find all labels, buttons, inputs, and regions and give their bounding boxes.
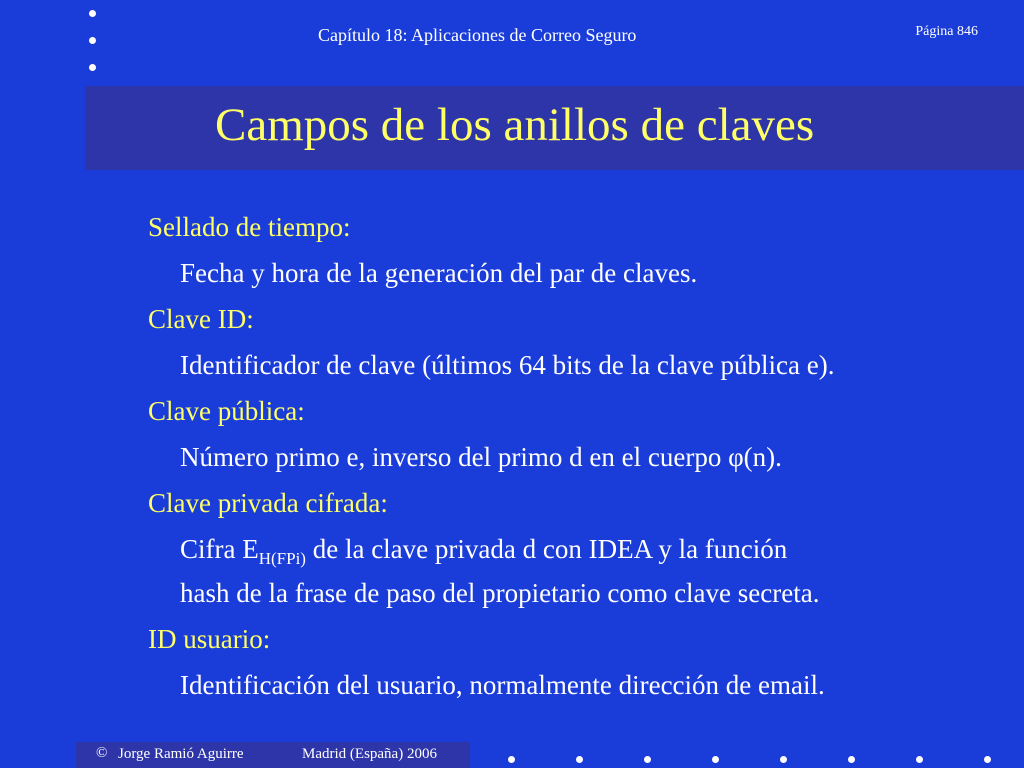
dot xyxy=(984,756,991,763)
item-label-user-id: ID usuario: xyxy=(148,624,271,654)
slide-title: Campos de los anillos de claves xyxy=(215,99,815,151)
bottom-dots-decoration xyxy=(508,756,1024,763)
content-list xyxy=(148,210,978,702)
item-label-timestamp: Sellado de tiempo: xyxy=(148,212,351,242)
dot xyxy=(576,756,583,763)
footer-author: Jorge Ramió Aguirre xyxy=(118,746,244,762)
item-desc-key-id: Identificador de clave (últimos 64 bits de la clave pública e). xyxy=(180,350,835,380)
item-desc-timestamp: Fecha y hora de la generación del par de claves. xyxy=(180,258,698,288)
dot xyxy=(916,756,923,763)
item-label-public-key: Clave pública: xyxy=(148,396,305,426)
dot xyxy=(89,37,96,44)
desc-prefix: Cifra E xyxy=(180,534,259,564)
item-label-key-id: Clave ID: xyxy=(148,304,254,334)
footer-place: Madrid (España) 2006 xyxy=(302,746,437,762)
dot xyxy=(644,756,651,763)
item-desc-private-key-line2: hash de la frase de paso del propietario como clave secreta. xyxy=(180,578,820,608)
dot xyxy=(848,756,855,763)
item-label-private-key: Clave privada cifrada: xyxy=(148,488,388,518)
page-number: Página 846 xyxy=(915,24,978,39)
dot xyxy=(780,756,787,763)
item-desc-user-id: Identificación del usuario, normalmente dirección de email. xyxy=(180,670,825,700)
dot xyxy=(89,10,96,17)
copyright-symbol: © xyxy=(96,745,108,761)
dot xyxy=(89,64,96,71)
top-dots-decoration xyxy=(89,10,96,91)
item-desc-public-key: Número primo e, inverso del primo d en el cuerpo φ(n). xyxy=(180,442,782,472)
chapter-header: Capítulo 18: Aplicaciones de Correo Seguro xyxy=(318,25,637,45)
item-desc-private-key xyxy=(180,532,978,576)
dot xyxy=(508,756,515,763)
desc-subscript: H(FPi) xyxy=(258,549,306,568)
dot xyxy=(712,756,719,763)
desc-suffix: de la clave privada d con IDEA y la función xyxy=(305,534,788,564)
